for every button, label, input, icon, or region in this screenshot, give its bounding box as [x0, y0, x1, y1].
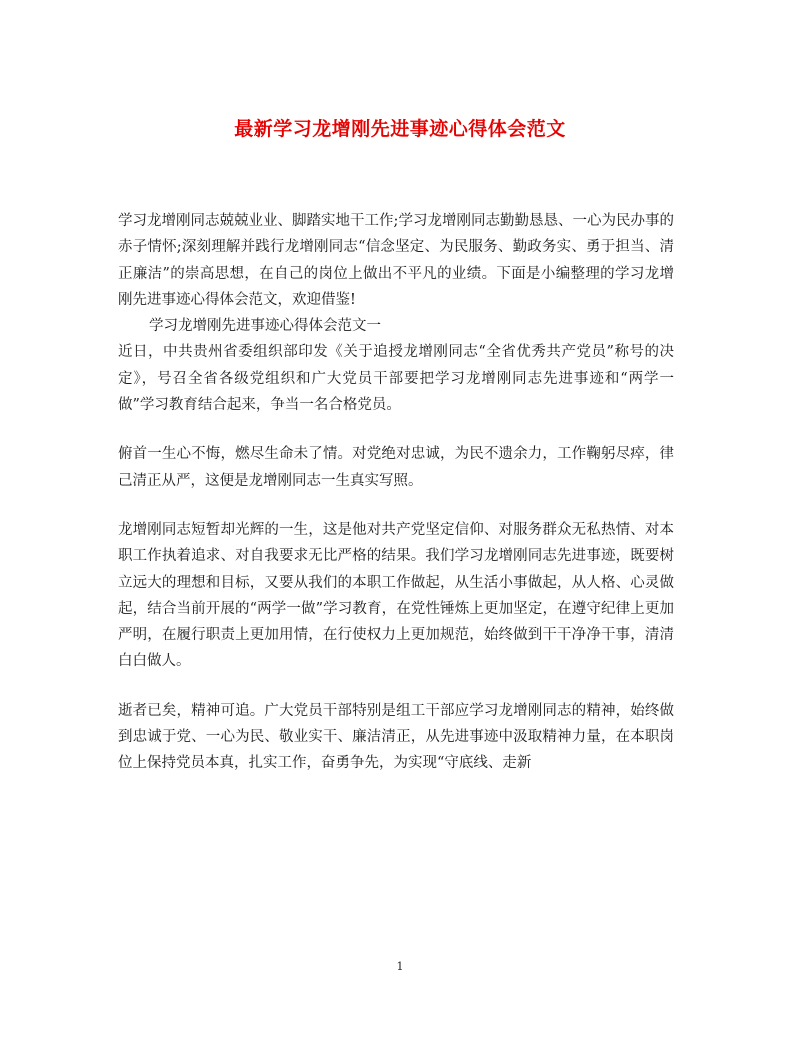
body-paragraph: 龙增刚同志短暂却光辉的一生，这是他对共产党坚定信仰、对服务群众无私热情、对本职工作执着追求、对自我要求无比严格的结果。我们学习龙增刚同志先进事迹，既要树立远大的理想和目标，又要从我们的本职工作做起，从生活小事做起，从人格、心灵做起，结合当前开展的“两学一做”学习教育，在党性锤炼上更加坚定，在遵守纪律上更加严明，在履行职责上更加用情，在行使权力上更加规范，始终做到干干净净干事，清清白白做人。	[118, 521, 674, 670]
document-title: 最新学习龙增刚先进事迹心得体会范文	[234, 118, 566, 140]
intro-paragraph: 学习龙增刚同志兢兢业业、脚踏实地干工作;学习龙增刚同志勤勤恳恳、一心为民办事的赤子情怀;深刻理解并践行龙增刚同志“信念坚定、为民服务、勤政务实、勇于担当、清正廉洁”的崇高思想，在自己的岗位上做出不平凡的业绩。下面是小编整理的学习龙增刚先进事迹心得体会范文，欢迎借鉴!	[118, 213, 674, 308]
document-body	[118, 208, 674, 777]
body-paragraph: 俯首一生心不悔，燃尽生命未了情。对党绝对忠诚，为民不遗余力，工作鞠躬尽瘁，律己清正从严，这便是龙增刚同志一生真实写照。	[118, 446, 674, 489]
body-paragraph: 近日，中共贵州省委组织部印发《关于追授龙增刚同志“全省优秀共产党员”称号的决定》，号召全省各级党组织和广大党员干部要把学习龙增刚同志先进事迹和“两学一做”学习教育结合起来，争当一名合格党员。	[118, 344, 674, 414]
page-number: 1	[396, 960, 404, 973]
section-subheading: 学习龙增刚先进事迹心得体会范文一	[149, 318, 381, 335]
body-paragraph: 逝者已矣，精神可追。广大党员干部特别是组工干部应学习龙增刚同志的精神，始终做到忠诚于党、一心为民、敬业实干、廉洁清正，从先进事迹中汲取精神力量，在本职岗位上保持党员本真，扎实工作，奋勇争先，为实现“守底线、走新	[118, 702, 674, 772]
